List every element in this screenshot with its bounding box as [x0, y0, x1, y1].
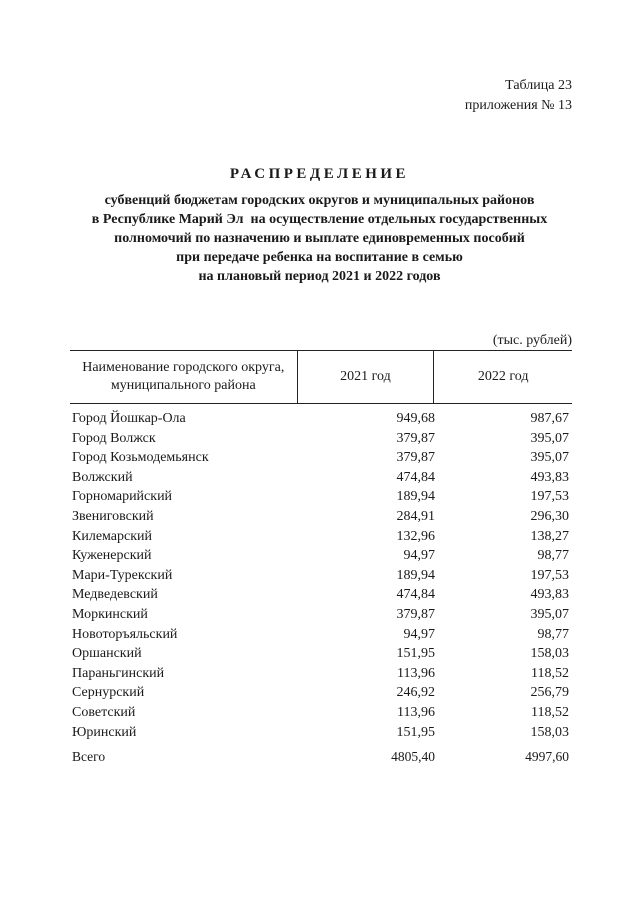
- value-2021: 113,96: [397, 665, 435, 681]
- value-2021: 474,84: [396, 587, 435, 603]
- document-title: РАСПРЕДЕЛЕНИЕ: [229, 166, 410, 182]
- table-row: [72, 448, 572, 468]
- column-header-2022: 2022 год: [477, 369, 529, 384]
- subtitle-line: на плановый период 2021 и 2022 годов: [198, 269, 441, 284]
- district-name: Мари-Турекский: [72, 567, 173, 583]
- value-2021: 151,95: [396, 724, 435, 740]
- district-name: Моркинский: [72, 606, 148, 622]
- document-subtitle: [0, 191, 639, 286]
- value-2021: 284,91: [396, 508, 435, 524]
- district-name: Город Волжск: [72, 430, 156, 446]
- value-2022: 158,03: [530, 646, 569, 662]
- table-row: [72, 546, 572, 566]
- district-name: Советский: [72, 704, 136, 720]
- table-row: [72, 585, 572, 605]
- district-name: Килемарский: [72, 528, 153, 544]
- value-2021: 189,94: [396, 567, 435, 583]
- district-name: Оршанский: [72, 646, 142, 662]
- value-2022: 395,07: [530, 450, 569, 466]
- subtitle-line: полномочий по назначению и выплате единовременных пособий: [114, 231, 525, 246]
- district-name: Параньгинский: [72, 665, 165, 681]
- value-2022: 98,77: [537, 548, 569, 564]
- value-2022: 138,27: [530, 528, 569, 544]
- subtitle-line: субвенций бюджетам городских округов и муниципальных районов: [104, 193, 535, 208]
- column-header-2021: 2021 год: [298, 351, 435, 403]
- table-number: Таблица 23: [505, 78, 572, 93]
- value-2022: 158,03: [530, 724, 569, 740]
- district-name: Звениговский: [72, 508, 154, 524]
- total-label: Всего: [72, 749, 106, 764]
- total-2021: 4805,40: [391, 749, 435, 764]
- units-label: (тыс. рублей): [492, 333, 572, 348]
- value-2022: 118,52: [531, 665, 569, 681]
- value-2022: 493,83: [530, 469, 569, 485]
- value-2021: 94,97: [403, 626, 435, 642]
- value-2022: 395,07: [530, 606, 569, 622]
- district-name: Город Козьмодемьянск: [72, 450, 209, 466]
- table-row: [72, 468, 572, 488]
- value-2022: 296,30: [530, 508, 569, 524]
- value-2022: 256,79: [530, 685, 569, 701]
- table-row: [72, 507, 572, 527]
- table-row: [72, 527, 572, 547]
- table-row: [72, 409, 572, 429]
- table-row: [72, 487, 572, 507]
- table-row: [72, 664, 572, 684]
- value-2022: 987,67: [530, 411, 569, 426]
- value-2021: 379,87: [396, 450, 435, 466]
- column-header-name: Наименование городского округа, муниципального района: [70, 351, 298, 403]
- total-2022: 4997,60: [525, 749, 569, 764]
- table-row: [72, 644, 572, 664]
- total-row: [72, 747, 572, 767]
- table-row: [72, 429, 572, 449]
- value-2022: 197,53: [530, 489, 569, 505]
- appendix-number: приложения № 13: [464, 98, 572, 113]
- table-reference: [465, 76, 572, 116]
- value-2021: 113,96: [397, 704, 435, 720]
- value-2021: 474,84: [396, 469, 435, 485]
- table-body: [72, 409, 572, 742]
- table-row: [72, 605, 572, 625]
- value-2022: 118,52: [531, 704, 569, 720]
- value-2021: 189,94: [396, 489, 435, 505]
- district-name: Сернурский: [72, 685, 145, 701]
- value-2022: 197,53: [530, 567, 569, 583]
- value-2021: 949,68: [396, 411, 435, 426]
- value-2022: 493,83: [530, 587, 569, 603]
- value-2022: 395,07: [530, 430, 569, 446]
- value-2021: 151,95: [396, 646, 435, 662]
- subtitle-line: при передаче ребенка на воспитание в семью: [176, 250, 463, 265]
- district-name: Горномарийский: [72, 489, 173, 505]
- value-2021: 94,97: [403, 548, 435, 564]
- district-name: Медведевский: [72, 587, 158, 603]
- table-row: [72, 566, 572, 586]
- value-2021: 246,92: [396, 685, 435, 701]
- table-row: [72, 703, 572, 723]
- district-name: Волжский: [72, 469, 133, 485]
- table-row: [72, 723, 572, 743]
- district-name: Новоторъяльский: [72, 626, 178, 642]
- table-row: [72, 625, 572, 645]
- district-name: Куженерский: [72, 548, 152, 564]
- table-row: [72, 683, 572, 703]
- district-name: Юринский: [72, 724, 137, 740]
- value-2021: 132,96: [396, 528, 435, 544]
- value-2021: 379,87: [396, 606, 435, 622]
- district-name: Город Йошкар-Ола: [72, 411, 186, 426]
- value-2022: 98,77: [537, 626, 569, 642]
- subtitle-line: в Республике Марий Эл на осуществление отдельных государственных: [91, 212, 548, 227]
- value-2021: 379,87: [396, 430, 435, 446]
- table-header: [70, 350, 572, 404]
